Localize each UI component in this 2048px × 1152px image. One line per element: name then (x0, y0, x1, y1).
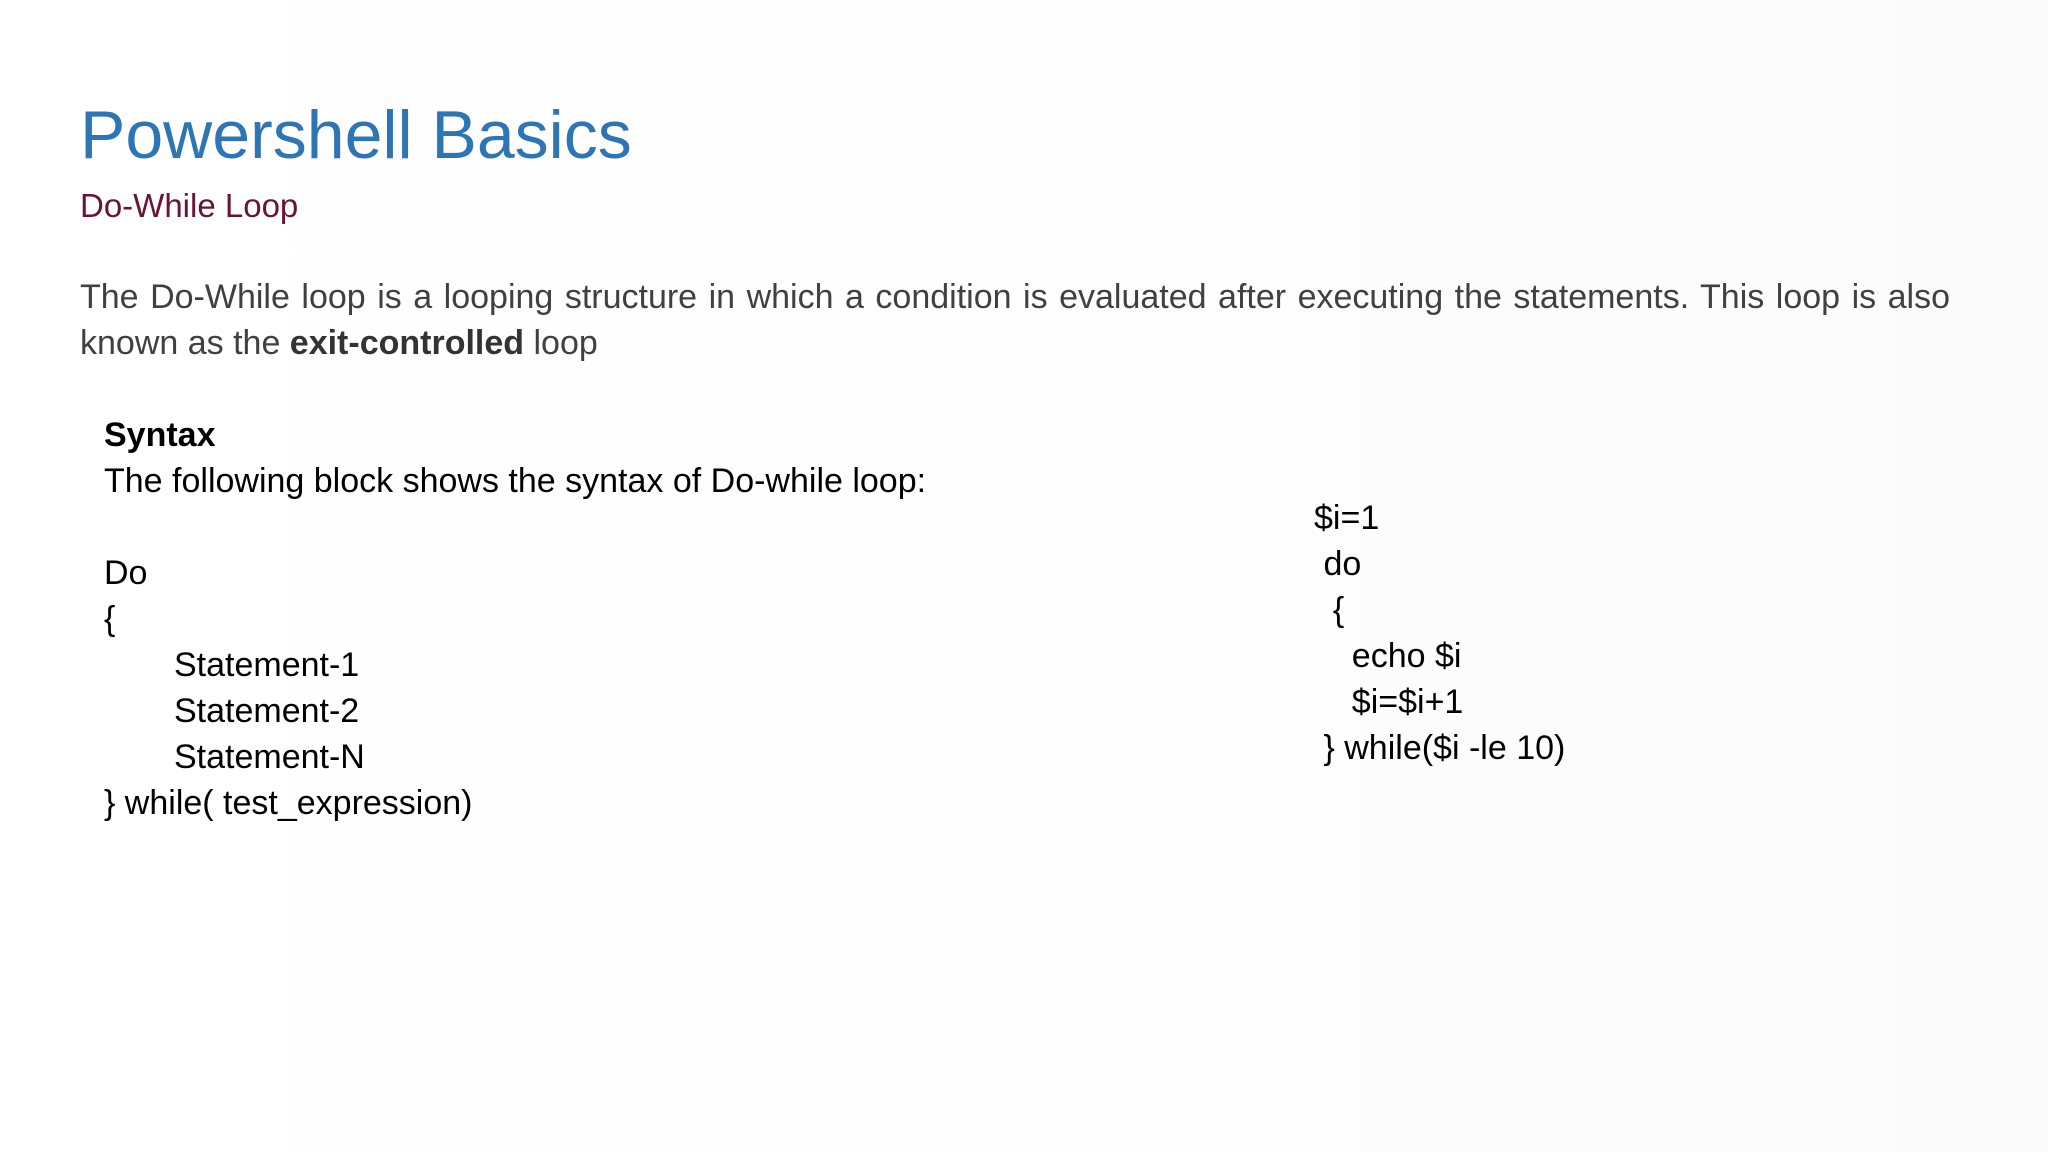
example-line: { (1314, 591, 1345, 629)
slide-title: Powershell Basics (80, 97, 632, 173)
syntax-spacer (104, 504, 926, 550)
intro-paragraph (80, 274, 1950, 366)
syntax-heading: Syntax (104, 416, 216, 454)
syntax-block (104, 412, 926, 826)
syntax-line: } while( test_expression) (104, 784, 473, 822)
example-code-block (1314, 495, 1565, 771)
example-line: } while($i -le 10) (1314, 729, 1566, 767)
syntax-line: Statement-2 (174, 692, 360, 730)
intro-bold-term: exit-controlled (289, 324, 525, 362)
syntax-line: Statement-N (174, 738, 365, 776)
example-line: $i=$i+1 (1314, 683, 1464, 721)
syntax-line: { (104, 600, 116, 638)
slide-subtitle: Do-While Loop (80, 187, 299, 224)
intro-text-end: loop (524, 324, 598, 362)
intro-text-start: The Do-While loop is a looping structure in which a condition is evaluated after executing the statements. This loop is also known as the (80, 278, 1950, 362)
example-line: echo $i (1314, 637, 1462, 675)
example-line: do (1314, 545, 1362, 583)
syntax-line: Do (104, 554, 148, 592)
syntax-description: The following block shows the syntax of Do-while loop: (104, 462, 927, 500)
syntax-line: Statement-1 (174, 646, 360, 684)
example-line: $i=1 (1314, 499, 1380, 537)
